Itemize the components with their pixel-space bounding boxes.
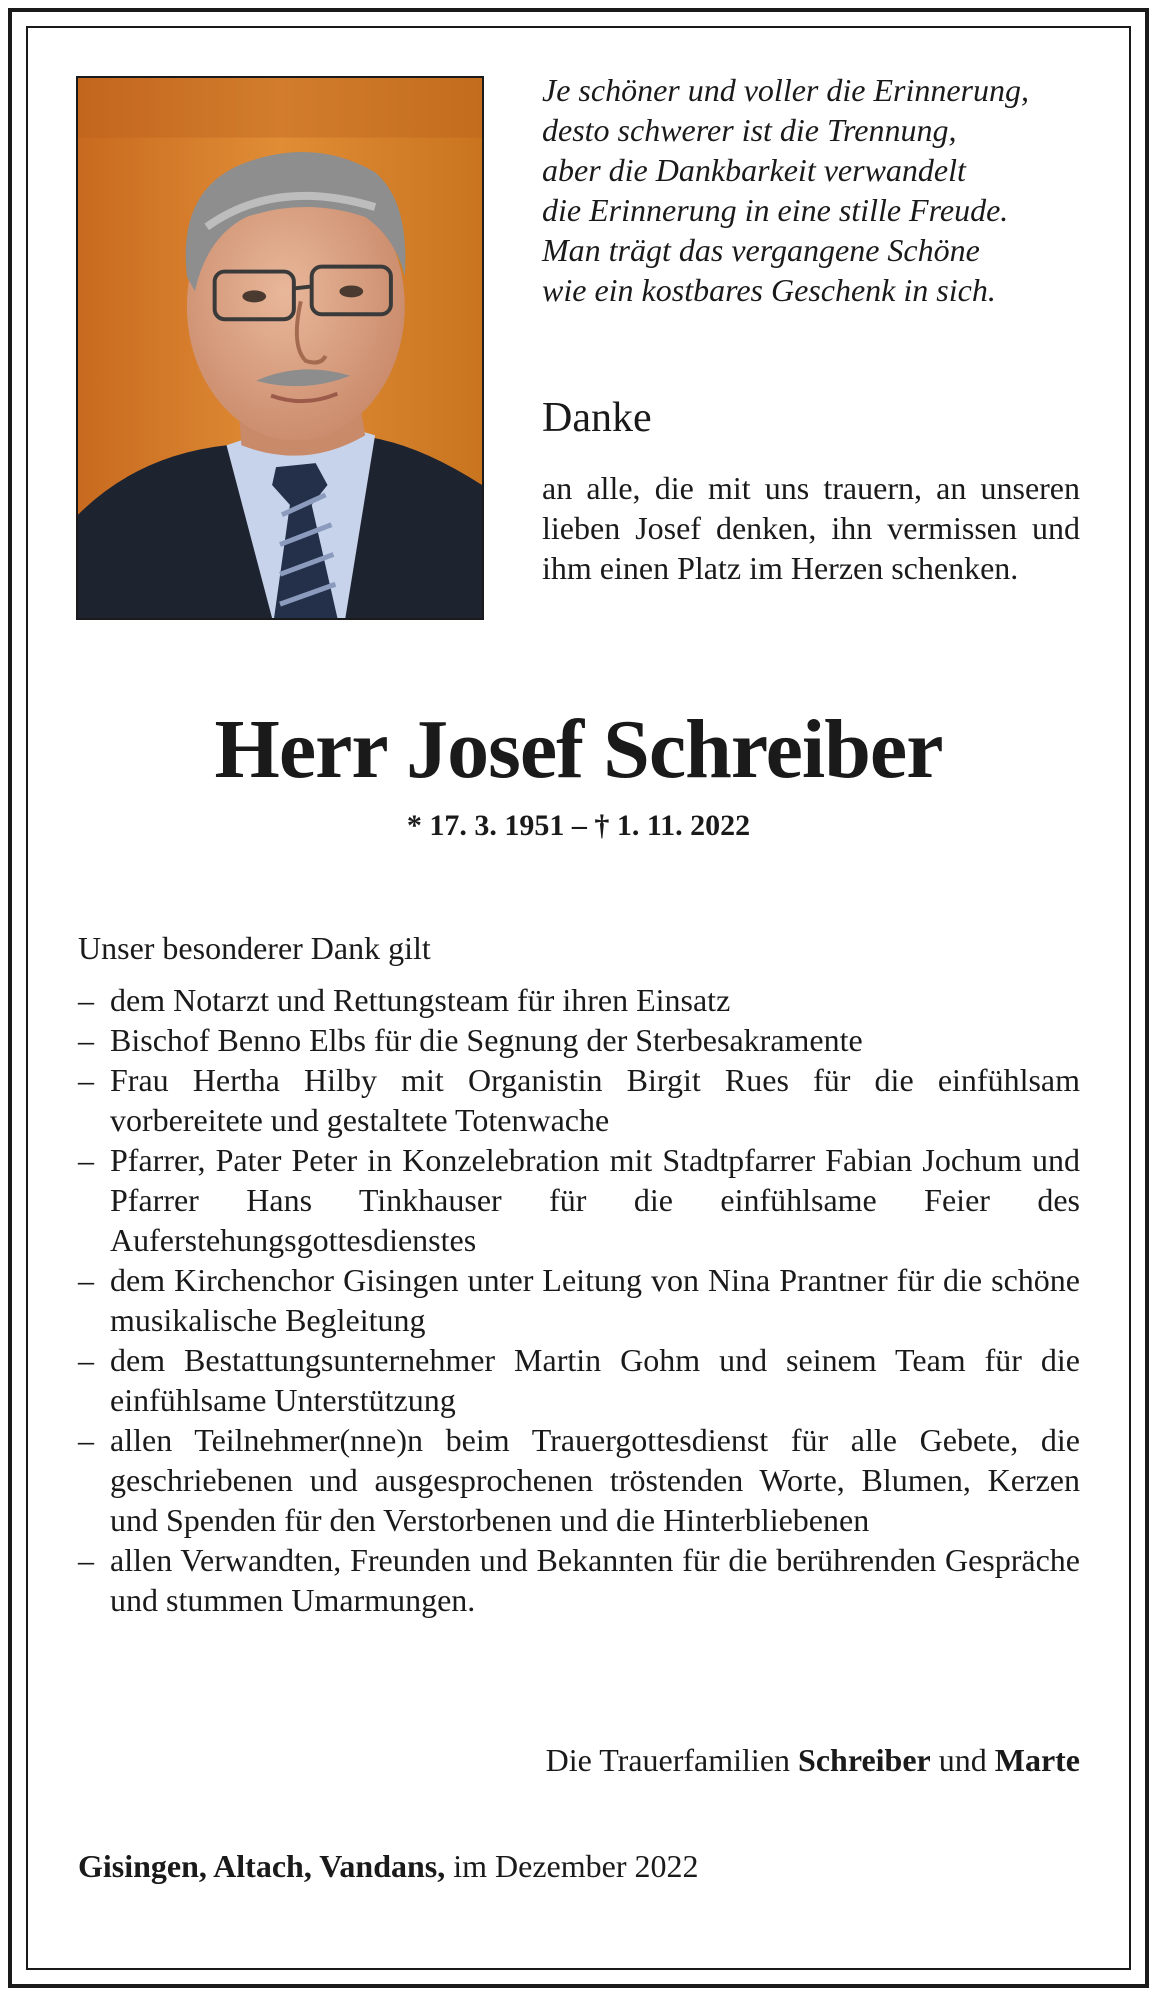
- thanks-item: – dem Kirchenchor Gisingen unter Leitung von Nina Prantner für die schöne musikalische Begleitung: [78, 1260, 1080, 1340]
- thanks-intro: Unser besonderer Dank gilt: [78, 930, 431, 966]
- life-dates: * 17. 3. 1951 – † 1. 11. 2022: [406, 809, 751, 842]
- poem-line: Je schöner und voller die Erinnerung,: [542, 72, 1029, 108]
- place-date: [78, 1846, 699, 1886]
- thanks-item: – allen Teilnehmer(nne)n beim Trauergottesdienst für alle Gebete, die geschriebenen und ausgesprochenen tröstenden Worte, Blumen, Kerzen und Spenden für den Verstorbenen und die Hinterbliebenen: [78, 1420, 1080, 1540]
- family-name-1: Schreiber: [798, 1742, 931, 1778]
- deceased-name: Herr Josef Schreiber: [214, 703, 943, 796]
- danke-heading: Danke: [542, 395, 652, 441]
- thanks-item: – Pfarrer, Pater Peter in Konzelebration mit Stadtpfarrer Fabian Jochum und Pfarrer Hans Tinkhauser für die einfühlsame Feier des Auferstehungsgottesdienstes: [78, 1140, 1080, 1260]
- signature-prefix: Die Trauerfamilien: [545, 1742, 791, 1778]
- thanks-item: – dem Bestattungsunternehmer Martin Gohm und seinem Team für die einfühlsame Unterstützung: [78, 1340, 1080, 1420]
- signature: [546, 1740, 1080, 1780]
- thanks-item: – dem Notarzt und Rettungsteam für ihren Einsatz: [78, 980, 1080, 1020]
- poem-line: desto schwerer ist die Trennung,: [542, 112, 957, 148]
- poem-line: Man trägt das vergangene Schöne: [542, 232, 980, 268]
- date: im Dezember 2022: [453, 1848, 699, 1884]
- poem-line: die Erinnerung in eine stille Freude.: [542, 192, 1009, 228]
- poem-line: aber die Dankbarkeit verwandelt: [542, 152, 966, 188]
- thanks-item: – Bischof Benno Elbs für die Segnung der Sterbesakramente: [78, 1020, 1080, 1060]
- portrait-photo: [76, 76, 484, 620]
- thanks-list: [78, 980, 1080, 1620]
- portrait-illustration: [78, 78, 482, 618]
- family-name-2: Marte: [994, 1742, 1080, 1778]
- towns: Gisingen, Altach, Vandans,: [78, 1848, 446, 1884]
- signature-connector: und: [938, 1742, 987, 1778]
- poem-line: wie ein kostbares Geschenk in sich.: [542, 272, 996, 308]
- danke-text: an alle, die mit uns trauern, an unseren lieben Josef denken, ihn vermissen und ihm einen Platz im Herzen schenken.: [542, 470, 1080, 586]
- thanks-item: – Frau Hertha Hilby mit Organistin Birgit Rues für die einfühlsam vorbereitete und gestaltete Totenwache: [78, 1060, 1080, 1140]
- poem: [542, 70, 1092, 310]
- thanks-item: – allen Verwandten, Freunden und Bekannten für die berührenden Gespräche und stummen Umarmungen.: [78, 1540, 1080, 1620]
